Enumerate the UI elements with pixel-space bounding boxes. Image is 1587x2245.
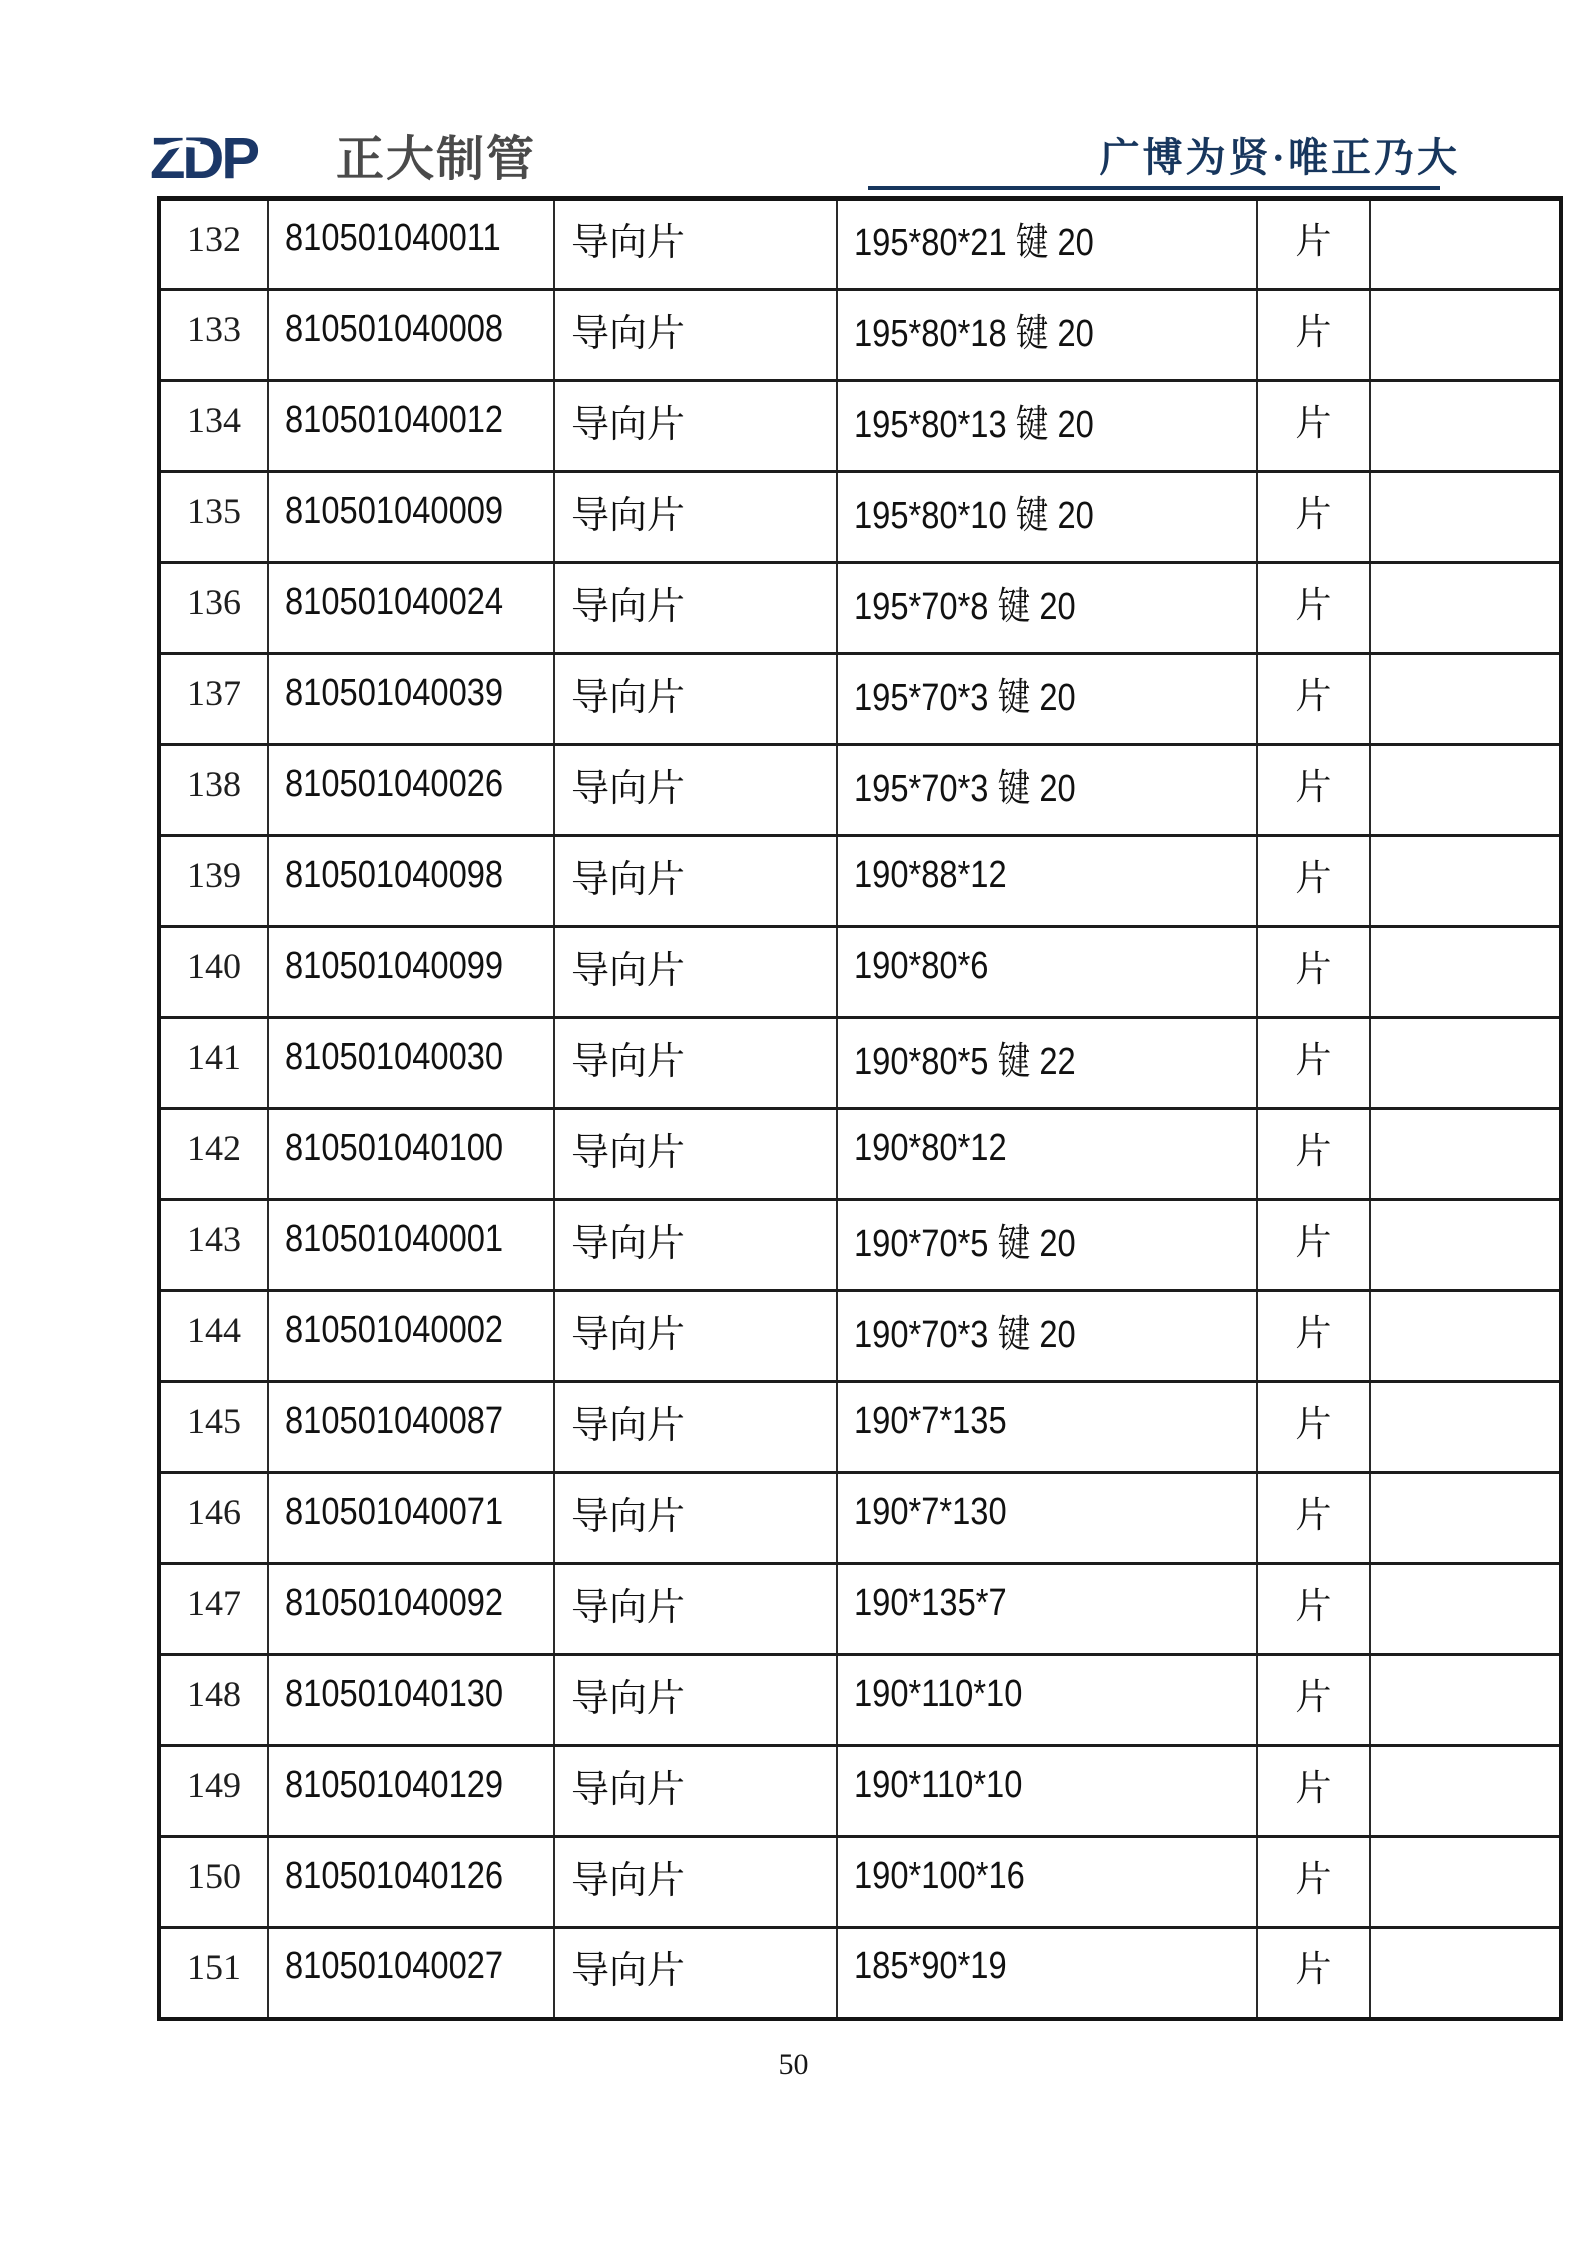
cell-part-code: 810501040009 bbox=[268, 472, 554, 563]
cell-unit: 片 bbox=[1257, 1837, 1370, 1928]
cell-part-name: 导向片 bbox=[554, 381, 837, 472]
cell-part-code: 810501040002 bbox=[268, 1291, 554, 1382]
cell-remark bbox=[1370, 1746, 1561, 1837]
cell-part-name: 导向片 bbox=[554, 927, 837, 1018]
cell-specification: 190*7*135 bbox=[837, 1382, 1257, 1473]
cell-unit: 片 bbox=[1257, 1200, 1370, 1291]
cell-remark bbox=[1370, 745, 1561, 836]
cell-specification: 190*70*3 键 20 bbox=[837, 1291, 1257, 1382]
cell-unit: 片 bbox=[1257, 1473, 1370, 1564]
cell-specification: 190*80*5 键 22 bbox=[837, 1018, 1257, 1109]
cell-unit: 片 bbox=[1257, 1018, 1370, 1109]
page-number: 50 bbox=[778, 2048, 809, 2081]
cell-part-name: 导向片 bbox=[554, 1200, 837, 1291]
cell-specification: 195*80*13 键 20 bbox=[837, 381, 1257, 472]
cell-serial-number: 132 bbox=[159, 199, 268, 290]
cell-unit: 片 bbox=[1257, 1564, 1370, 1655]
cell-serial-number: 149 bbox=[159, 1746, 268, 1837]
cell-part-code: 810501040130 bbox=[268, 1655, 554, 1746]
cell-specification: 190*110*10 bbox=[837, 1746, 1257, 1837]
cell-unit: 片 bbox=[1257, 927, 1370, 1018]
cell-part-code: 810501040098 bbox=[268, 836, 554, 927]
table-row bbox=[159, 654, 1561, 745]
cell-part-name: 导向片 bbox=[554, 1655, 837, 1746]
cell-part-name: 导向片 bbox=[554, 1109, 837, 1200]
cell-part-code: 810501040039 bbox=[268, 654, 554, 745]
cell-remark bbox=[1370, 1655, 1561, 1746]
cell-remark bbox=[1370, 927, 1561, 1018]
cell-serial-number: 148 bbox=[159, 1655, 268, 1746]
cell-remark bbox=[1370, 1837, 1561, 1928]
cell-unit: 片 bbox=[1257, 1746, 1370, 1837]
cell-serial-number: 146 bbox=[159, 1473, 268, 1564]
cell-part-name: 导向片 bbox=[554, 1018, 837, 1109]
cell-serial-number: 135 bbox=[159, 472, 268, 563]
cell-unit: 片 bbox=[1257, 381, 1370, 472]
cell-unit: 片 bbox=[1257, 1291, 1370, 1382]
cell-serial-number: 145 bbox=[159, 1382, 268, 1473]
table-row bbox=[159, 927, 1561, 1018]
cell-serial-number: 136 bbox=[159, 563, 268, 654]
cell-remark bbox=[1370, 1928, 1561, 2019]
cell-remark bbox=[1370, 654, 1561, 745]
cell-part-name: 导向片 bbox=[554, 199, 837, 290]
cell-remark bbox=[1370, 1109, 1561, 1200]
parts-table bbox=[157, 196, 1563, 2021]
cell-part-code: 810501040027 bbox=[268, 1928, 554, 2019]
table-row bbox=[159, 1746, 1561, 1837]
cell-serial-number: 142 bbox=[159, 1109, 268, 1200]
cell-part-code: 810501040092 bbox=[268, 1564, 554, 1655]
cell-part-name: 导向片 bbox=[554, 1837, 837, 1928]
cell-part-name: 导向片 bbox=[554, 1382, 837, 1473]
cell-specification: 190*110*10 bbox=[837, 1655, 1257, 1746]
cell-part-code: 810501040011 bbox=[268, 199, 554, 290]
cell-unit: 片 bbox=[1257, 1382, 1370, 1473]
cell-specification: 190*80*12 bbox=[837, 1109, 1257, 1200]
cell-remark bbox=[1370, 1018, 1561, 1109]
cell-remark bbox=[1370, 290, 1561, 381]
cell-specification: 195*80*18 键 20 bbox=[837, 290, 1257, 381]
cell-unit: 片 bbox=[1257, 654, 1370, 745]
table-row bbox=[159, 1564, 1561, 1655]
cell-unit: 片 bbox=[1257, 1928, 1370, 2019]
cell-serial-number: 137 bbox=[159, 654, 268, 745]
cell-serial-number: 144 bbox=[159, 1291, 268, 1382]
cell-unit: 片 bbox=[1257, 290, 1370, 381]
cell-part-code: 810501040100 bbox=[268, 1109, 554, 1200]
company-slogan: 广博为贤·唯正乃大 bbox=[1099, 135, 1460, 180]
cell-serial-number: 139 bbox=[159, 836, 268, 927]
cell-remark bbox=[1370, 836, 1561, 927]
cell-remark bbox=[1370, 1382, 1561, 1473]
table-row bbox=[159, 836, 1561, 927]
cell-part-code: 810501040008 bbox=[268, 290, 554, 381]
cell-specification: 195*80*21 键 20 bbox=[837, 199, 1257, 290]
cell-part-name: 导向片 bbox=[554, 654, 837, 745]
table-row bbox=[159, 290, 1561, 381]
cell-part-name: 导向片 bbox=[554, 836, 837, 927]
cell-serial-number: 143 bbox=[159, 1200, 268, 1291]
cell-remark bbox=[1370, 381, 1561, 472]
cell-remark bbox=[1370, 1291, 1561, 1382]
table-row bbox=[159, 199, 1561, 290]
table-row bbox=[159, 745, 1561, 836]
cell-part-name: 导向片 bbox=[554, 745, 837, 836]
company-logo bbox=[150, 118, 536, 188]
table-row bbox=[159, 1655, 1561, 1746]
cell-part-code: 810501040126 bbox=[268, 1837, 554, 1928]
cell-part-name: 导向片 bbox=[554, 1928, 837, 2019]
cell-specification: 195*70*3 键 20 bbox=[837, 745, 1257, 836]
cell-unit: 片 bbox=[1257, 199, 1370, 290]
cell-specification: 190*70*5 键 20 bbox=[837, 1200, 1257, 1291]
cell-part-name: 导向片 bbox=[554, 472, 837, 563]
table-row bbox=[159, 472, 1561, 563]
table-row bbox=[159, 1200, 1561, 1291]
cell-unit: 片 bbox=[1257, 1655, 1370, 1746]
brand-name: 正大制管 bbox=[336, 133, 537, 186]
cell-part-code: 810501040030 bbox=[268, 1018, 554, 1109]
cell-specification: 190*100*16 bbox=[837, 1837, 1257, 1928]
cell-specification: 195*70*8 键 20 bbox=[837, 563, 1257, 654]
table-row bbox=[159, 1291, 1561, 1382]
cell-unit: 片 bbox=[1257, 1109, 1370, 1200]
cell-part-name: 导向片 bbox=[554, 1291, 837, 1382]
zdp-logo-icon bbox=[150, 118, 320, 188]
cell-serial-number: 140 bbox=[159, 927, 268, 1018]
table-row bbox=[159, 1837, 1561, 1928]
cell-specification: 195*70*3 键 20 bbox=[837, 654, 1257, 745]
cell-remark bbox=[1370, 1200, 1561, 1291]
cell-part-name: 导向片 bbox=[554, 563, 837, 654]
cell-part-name: 导向片 bbox=[554, 1746, 837, 1837]
cell-serial-number: 150 bbox=[159, 1837, 268, 1928]
cell-specification: 190*7*130 bbox=[837, 1473, 1257, 1564]
cell-specification: 185*90*19 bbox=[837, 1928, 1257, 2019]
cell-part-name: 导向片 bbox=[554, 1473, 837, 1564]
table-row bbox=[159, 1018, 1561, 1109]
cell-specification: 190*88*12 bbox=[837, 836, 1257, 927]
table-row bbox=[159, 1928, 1561, 2019]
cell-serial-number: 141 bbox=[159, 1018, 268, 1109]
cell-remark bbox=[1370, 472, 1561, 563]
cell-serial-number: 151 bbox=[159, 1928, 268, 2019]
cell-serial-number: 134 bbox=[159, 381, 268, 472]
cell-part-code: 810501040129 bbox=[268, 1746, 554, 1837]
cell-remark bbox=[1370, 199, 1561, 290]
parts-table-body bbox=[159, 199, 1561, 2019]
cell-specification: 190*80*6 bbox=[837, 927, 1257, 1018]
cell-unit: 片 bbox=[1257, 472, 1370, 563]
cell-remark bbox=[1370, 563, 1561, 654]
table-row bbox=[159, 563, 1561, 654]
cell-part-name: 导向片 bbox=[554, 290, 837, 381]
cell-part-code: 810501040001 bbox=[268, 1200, 554, 1291]
table-row bbox=[159, 381, 1561, 472]
cell-part-code: 810501040087 bbox=[268, 1382, 554, 1473]
cell-specification: 195*80*10 键 20 bbox=[837, 472, 1257, 563]
table-row bbox=[159, 1473, 1561, 1564]
cell-serial-number: 133 bbox=[159, 290, 268, 381]
cell-part-code: 810501040026 bbox=[268, 745, 554, 836]
cell-specification: 190*135*7 bbox=[837, 1564, 1257, 1655]
cell-part-code: 810501040099 bbox=[268, 927, 554, 1018]
cell-remark bbox=[1370, 1564, 1561, 1655]
cell-part-code: 810501040024 bbox=[268, 563, 554, 654]
cell-unit: 片 bbox=[1257, 836, 1370, 927]
logo-text: ZDP bbox=[150, 126, 257, 188]
cell-remark bbox=[1370, 1473, 1561, 1564]
cell-serial-number: 138 bbox=[159, 745, 268, 836]
cell-part-name: 导向片 bbox=[554, 1564, 837, 1655]
cell-unit: 片 bbox=[1257, 745, 1370, 836]
cell-unit: 片 bbox=[1257, 563, 1370, 654]
table-row bbox=[159, 1382, 1561, 1473]
table-row bbox=[159, 1109, 1561, 1200]
cell-part-code: 810501040071 bbox=[268, 1473, 554, 1564]
slogan-underline-rule bbox=[868, 186, 1440, 190]
cell-serial-number: 147 bbox=[159, 1564, 268, 1655]
cell-part-code: 810501040012 bbox=[268, 381, 554, 472]
